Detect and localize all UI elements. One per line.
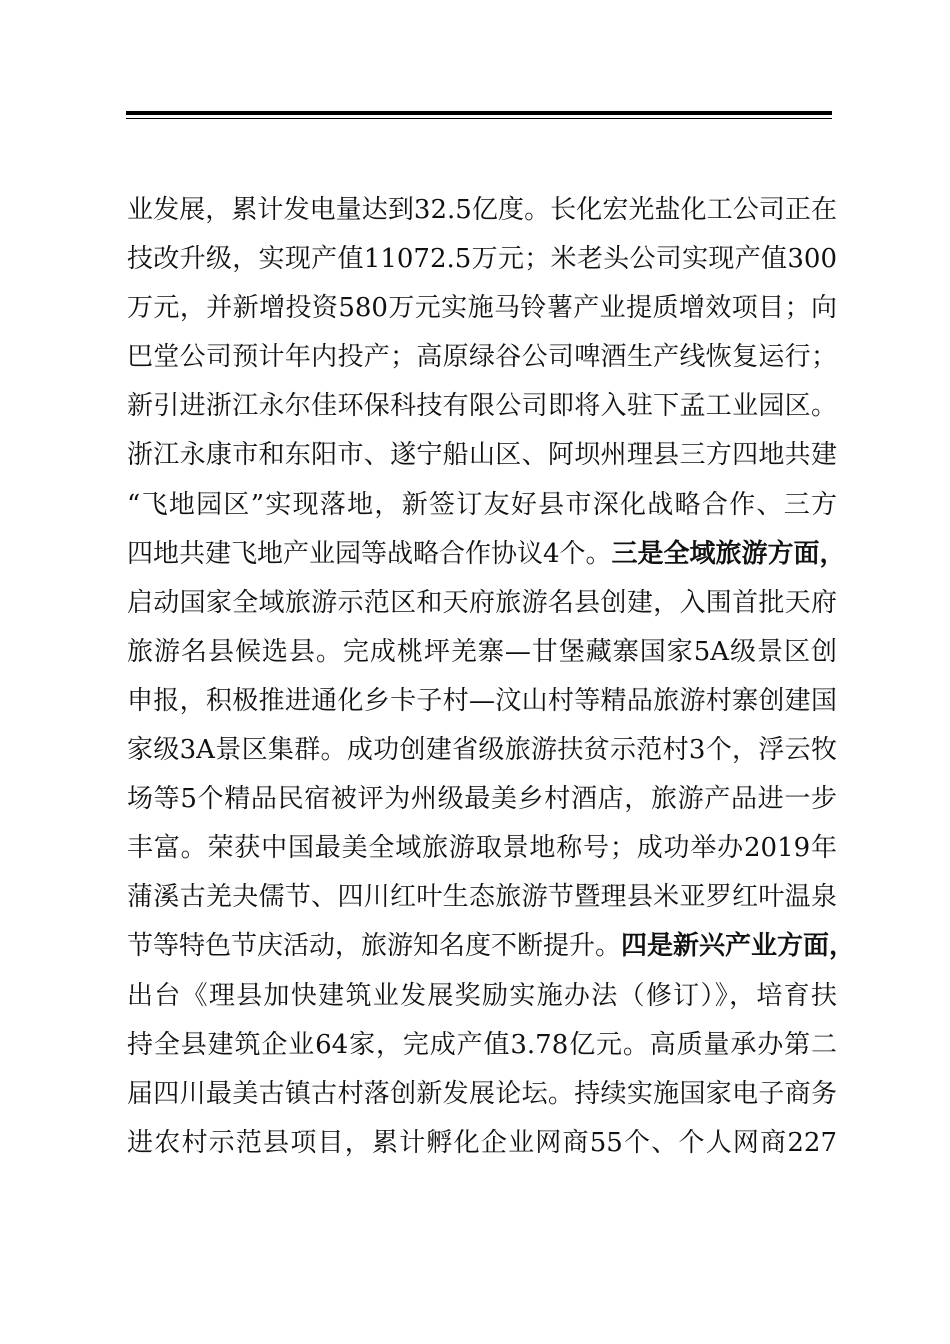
document-body: [127, 186, 856, 1168]
text-line: 进农村示范县项目，累计孵化企业网商55个、个人网商227: [127, 1127, 837, 1158]
text-line: [127, 530, 846, 579]
text-line: 新引进浙江永尔佳环保科技有限公司即将入驻下孟工业园区。: [127, 391, 837, 422]
text-line: 旅游名县候选县。完成桃坪羌寨—甘堡藏寨国家5A级景区创: [127, 636, 837, 667]
text-line: 技改升级，实现产值11072.5万元；米老头公司实现产值300: [127, 244, 837, 275]
text-line: 出台《理县加快建筑业发展奖励实施办法（修订）》，培育扶: [127, 980, 837, 1011]
text-line: 万元，并新增投资580万元实施马铃薯产业提质增效项目；向: [127, 293, 837, 324]
text-line: 持全县建筑企业64家，完成产值3.78亿元。高质量承办第二: [127, 1029, 837, 1060]
text-line: 蒲溪古羌夬儒节、四川红叶生态旅游节暨理县米亚罗红叶温泉: [127, 882, 837, 913]
text-line: “飞地园区”实现落地，新签订友好县市深化战略合作、三方: [127, 489, 837, 520]
text-line: 业发展，累计发电量达到32.5亿度。长化宏光盐化工公司正在: [127, 195, 837, 225]
text-line: [127, 922, 856, 971]
header-rule-thick: [126, 111, 832, 115]
section-heading-tourism: 三是全域旅游方面，: [611, 538, 846, 569]
text-line: 家级3A景区集群。成功创建省级旅游扶贫示范村3个，浮云牧: [127, 735, 837, 766]
section-heading-emerging-industry: 四是新兴产业方面，: [621, 931, 856, 962]
text-line: 丰富。荣获中国最美全域旅游取景地称号；成功举办2019年: [127, 833, 837, 864]
text-line: 巴堂公司预计年内投产；高原绿谷公司啤酒生产线恢复运行；: [127, 342, 837, 373]
text-line-plain: 节等特色节庆活动，旅游知名度不断提升。: [127, 931, 622, 962]
text-line: 届四川最美古镇古村落创新发展论坛。持续实施国家电子商务: [127, 1078, 837, 1109]
header-rule-thin: [126, 118, 832, 119]
text-line-plain: 四地共建飞地产业园等战略合作协议4个。: [127, 538, 612, 569]
text-line: 场等5个精品民宿被评为州级最美乡村酒店，旅游产品进一步: [127, 784, 837, 815]
text-line: 浙江永康市和东阳市、遂宁船山区、阿坝州理县三方四地共建: [127, 440, 837, 471]
text-line: 申报，积极推进通化乡卡子村—汶山村等精品旅游村寨创建国: [127, 685, 837, 716]
text-line: 启动国家全域旅游示范区和天府旅游名县创建，入围首批天府: [127, 587, 837, 618]
